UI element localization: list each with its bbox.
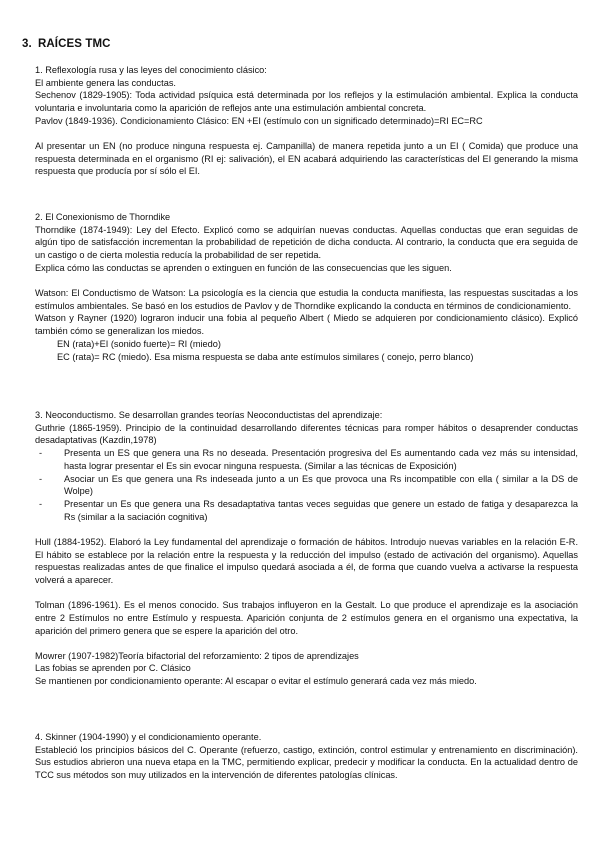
paragraph: Las fobias se aprenden por C. Clásico: [35, 663, 191, 674]
paragraph: EN (rata)+EI (sonido fuerte)= RI (miedo): [57, 338, 221, 349]
paragraph: Se mantienen por condicionamiento operante: Al escapar o evitar el estímulo generará cada vez más miedo.: [35, 676, 477, 687]
section-skinner: [35, 731, 578, 782]
section-heading: 2. El Conexionismo de Thorndike: [35, 212, 171, 222]
technique-list: [35, 447, 578, 523]
paragraph: Watson y Rayner (1920) lograron inducir una fobia al pequeño Albert ( Miedo se adquieren por condicionamiento clásico). Explicó también cómo se generalizan los miedos.: [35, 313, 578, 337]
paragraph: Mowrer (1907-1982)Teoría bifactorial del reforzamiento: 2 tipos de aprendizajes: [35, 650, 359, 661]
paragraph: Estableció los principios básicos del C. Operante (refuerzo, castigo, extinción, control estimular y entrenamiento en discriminación). Sus estudios abrieron una nueva etapa en la TMC, permitiendo explicar, predecir y modificar la conducta. En la actualidad dentro de TCC sus métodos son muy utilizados en la intervención de diferentes patologías clínicas.: [35, 744, 578, 781]
paragraph: Thorndike (1874-1949): Ley del Efecto. Explicó como se adquirían nuevas conductas. Aquellas conductas que eran seguidas de algún tipo de satisfacción incrementan la probabilidad de repetición de dicha conducta. Al contrario, la conducta que era seguida de un castigo o de cierta molestia reducía la probabilidad de ser repetida.: [35, 224, 578, 261]
paragraph: Al presentar un EN (no produce ninguna respuesta ej. Campanilla) de manera repetida junto a un EI ( Comida) que produce una respuesta determinada en el organismo (RI ej: salivación), el EN acabará adquiriendo las características del EI generando la misma respuesta que producía por sí sólo el EI.: [35, 141, 578, 177]
paragraph: El ambiente genera las conductas.: [35, 77, 176, 88]
paragraph: Sechenov (1829-1905): Toda actividad psíquica está determinada por los reflejos y la estimulación ambiental. Explica la conducta voluntaria e involuntaria como la aparición de reflejos ante una estimulación ambiental concreta.: [35, 90, 578, 114]
section-reflexologia: [35, 64, 578, 178]
section-heading: 4. Skinner (1904-1990) y el condicionamiento operante.: [35, 732, 262, 742]
paragraph: Watson: El Conductismo de Watson: La psicología es la ciencia que estudia la conducta manifiesta, las respuestas suscitadas a los estímulos ambientales. Se basó en los estudios de Pavlov y de Thorndike explicando la conducta en términos de condicionamiento.: [35, 288, 578, 311]
section-conexionismo: [35, 211, 578, 363]
page-title: [22, 38, 111, 50]
title-text: RAÍCES TMC: [38, 38, 111, 50]
list-item: - Presenta un ES que genera una Rs no deseada. Presentación progresiva del Es aumentando cada vez más su intensidad, hasta lograr presentar el Es sin evocar ninguna respuesta. (Similar a las técnicas de Exposición): [35, 447, 578, 472]
paragraph: Guthrie (1865-1959). Principio de la continuidad desarrollando diferentes técnicas para romper hábitos o desaprender conductas desadaptativas (Kazdin,1978): [35, 422, 578, 446]
section-heading: 1. Reflexología rusa y las leyes del conocimiento clásico:: [35, 65, 267, 75]
paragraph: Tolman (1896-1961). Es el menos conocido. Sus trabajos influyeron en la Gestalt. Lo que produce el aprendizaje es la asociación entre 2 Estímulos no entre Estímulo y respuesta. Aparición conjunta de 2 estímulos genera en el organismo una expectativa, la aparición del primero genera que se espere la aparición del otro.: [35, 600, 578, 636]
paragraph: EC (rata)= RC (miedo). Esa misma respuesta se daba ante estímulos similares ( conejo, perro blanco): [57, 351, 474, 362]
section-heading: 3. Neoconductismo. Se desarrollan grandes teorías Neoconductistas del aprendizaje:: [35, 410, 383, 420]
paragraph: Hull (1884-1952). Elaboró la Ley fundamental del aprendizaje o formación de hábitos. Introdujo nuevas variables en la relación E-R. El hábito se establece por la relación entre la respuesta y la reducción del impulso (estado de activación del organismo). Aquellas respuestas realizadas antes de que finalice el impulso quedará asociada a él, de forma que cuando vuelva a activarse la respuesta volverá a aparecer.: [35, 536, 578, 585]
title-number: 3.: [22, 38, 32, 50]
paragraph: Explica cómo las conductas se aprenden o extinguen en función de las consecuencias que les siguen.: [35, 262, 452, 273]
section-neoconductismo: [35, 409, 578, 688]
list-item: - Asociar un Es que genera una Rs indeseada junto a un Es que provoca una Rs incompatible con ella ( similar a la DS de Wolpe): [35, 473, 578, 498]
paragraph: Pavlov (1849-1936). Condicionamiento Clásico: EN +EI (estímulo con un significado determinado)=RI EC=RC: [35, 115, 483, 126]
list-item: - Presentar un Es que genera una Rs desadaptativa tantas veces seguidas que genere un estado de fatiga y desaparezca la Rs (similar a la saciación cognitiva): [35, 498, 578, 523]
